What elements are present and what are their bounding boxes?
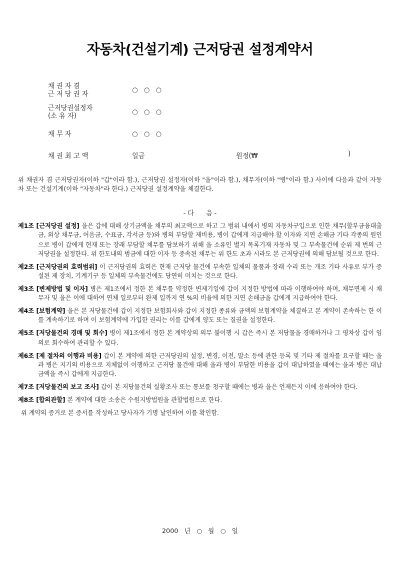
- max-amount-close: ): [348, 150, 351, 158]
- party-mortgagor-label: [48, 104, 116, 120]
- article-6: [18, 352, 382, 380]
- max-amount-prefix: 일금: [132, 152, 145, 160]
- article-1: [18, 222, 382, 259]
- article-5-body: 병이 제1조에서 정한 본 계약상의 의무 불이행 시 갑은 즉시 본 저당물을 경매하거나 그 평차상 갑이 임의로 회수하여 관리할 수 있다.: [38, 330, 382, 347]
- article-6-body: 갑이 본 계약에 의한 근저당권의 설정, 변경, 이전, 말소 등에 관한 등록 및 기타 제 절차를 요구할 때는 을과 병은 지기의 비용으로 지체없이 이행하고 근저당 물건에 대해 을과 병이 부담한 비용을 갑이 대납하였을 때에는 을과 병은 대납금액을 즉시 갑에게 지급한다.: [38, 352, 382, 379]
- article-3-body: 병은 제1조에서 정한 본 채무를 약정한 변제기일에 갑이 지정한 방법에 따라 이행하여야 하며, 채무면제 시 채무자 및 을은 이에 대하여 연체 일로부터 완제 일까지 연 %의 비율에 의한 지연 손해금을 갑에게 지급하여야 한다.: [38, 285, 382, 303]
- party-mortgagor-label-line-2: (소 유 자): [48, 112, 77, 120]
- article-8-head: 제8조 [합의관할]: [18, 396, 66, 404]
- party-debtor-label: [48, 130, 116, 138]
- article-7-head: 제7조 [저당물건의 보고 조사]: [18, 384, 99, 392]
- max-amount-label: 채 권 최 고 액: [48, 152, 89, 160]
- article-2-head: 제2조 [근저당권의 효력범위]: [18, 263, 98, 271]
- intro-paragraph: 위 채권자 겸 근저당권자(이하 "갑"이라 함.), 근저당권 설정자(이하 "을"이라 함.), 채무자(이하 "병"이라 함.) 사이에 다음과 같이 자동차 또는 건설기계(이하 "자동차"라 한다.) 근저당권 설정계약을 체결한다.: [18, 177, 382, 194]
- article-1-head: 제1조 [근저당권 설정]: [18, 223, 80, 230]
- article-2: [18, 263, 382, 282]
- party-mortgagor-value: ○ ○ ○: [132, 108, 164, 116]
- party-creditor-label-line-1: 채 권 자 겸: [48, 82, 80, 90]
- article-5: [18, 329, 382, 348]
- article-4: [18, 307, 382, 326]
- article-6-head: 제6조 [제 절차의 이행과 비용]: [18, 352, 102, 360]
- article-8-body: 본 계약에 대한 소송은 수원지방법원을 관할법원으로 한다.: [65, 396, 223, 404]
- article-4-head: 제4조 [보험계약]: [18, 308, 66, 316]
- document-title: 자동차(건설기계) 근저당권 설정계약서: [86, 42, 314, 58]
- article-7-body: 갑이 본 저당물건의 실황조사 또는 통보를 청구할 때에는 병과 을은 언제든지 이에 응하여야 한다.: [98, 384, 358, 392]
- section-heading: - 다 음 -: [183, 209, 217, 217]
- article-7: [18, 383, 382, 392]
- closing-statement: 위 계약의 증거로 본 증서를 작성하고 당사자가 기명 날인하여 이를 확인함.: [21, 409, 219, 417]
- articles-list: [18, 222, 382, 418]
- party-creditor-value: ○ ○ ○: [132, 86, 164, 94]
- party-creditor-label-line-2: 근 저 당 권 자: [48, 90, 89, 98]
- party-mortgagor-label-line-1: 근저당권설정자: [48, 104, 93, 112]
- max-amount-won: 원정(₩: [236, 152, 258, 160]
- party-creditor-label: [48, 82, 116, 98]
- date-line: 2000 년 ○ 월 ○ 일: [161, 527, 239, 535]
- article-3-head: 제3조 [변제방법 및 이자]: [18, 285, 88, 293]
- article-1-body: 을은 갑에 대해 상기금액을 채무의 최고액으로 하고 그 범위 내에서 병의 자동차구입으로 인한 채무(할부금융대출금, 외상 채무금, 어음금, 수표금, 각서금 등)와 병의 부담할 제비용, 병이 갑에게 지급해야 할 이자와 지연 손해금 기타 각종의 원인으로 병이 갑에게 현재 또는 장래 부담할 채무를 담보하기 위해 을 소유인 별지 목록기재 자동차 및 그 부속물건에 순위 제 번의 근저당권을 설정한다. 위 한도내의 범금에 대한 이자 등 중속된 채무는 위 한도 초과 시라도 본 근저당권에 의해 담보될 것으로 한다.: [38, 223, 382, 258]
- article-5-head: 제5조 [저당물건의 경매 및 회수]: [18, 330, 108, 338]
- article-8: [18, 396, 382, 405]
- article-4-body: 을은 본 저당물건에 갑이 지정한 보험회사와 갑이 지정한 종류와 금액의 보험계약을 체결하고 본 계약이 존속하는 한 이를 계속하기로 하며 이 보험계약에 가입한 권리는 이를 갑에게 양도 또는 질권을 설정한다.: [38, 308, 382, 325]
- party-debtor-value: ○ ○ ○: [132, 130, 164, 138]
- article-3: [18, 285, 382, 304]
- party-debtor-label-line-1: 채 무 자: [48, 130, 72, 138]
- article-2-body: 이 근저당권의 효력은 현재 근저당 물건에 부속한 일체의 물품과 장래 수리 또는 개조 기타 사유로 부가 증설된 제 장치, 기계기구 등 일체의 부속물건에도 당연히 미치는 것으로 한다.: [38, 263, 382, 281]
